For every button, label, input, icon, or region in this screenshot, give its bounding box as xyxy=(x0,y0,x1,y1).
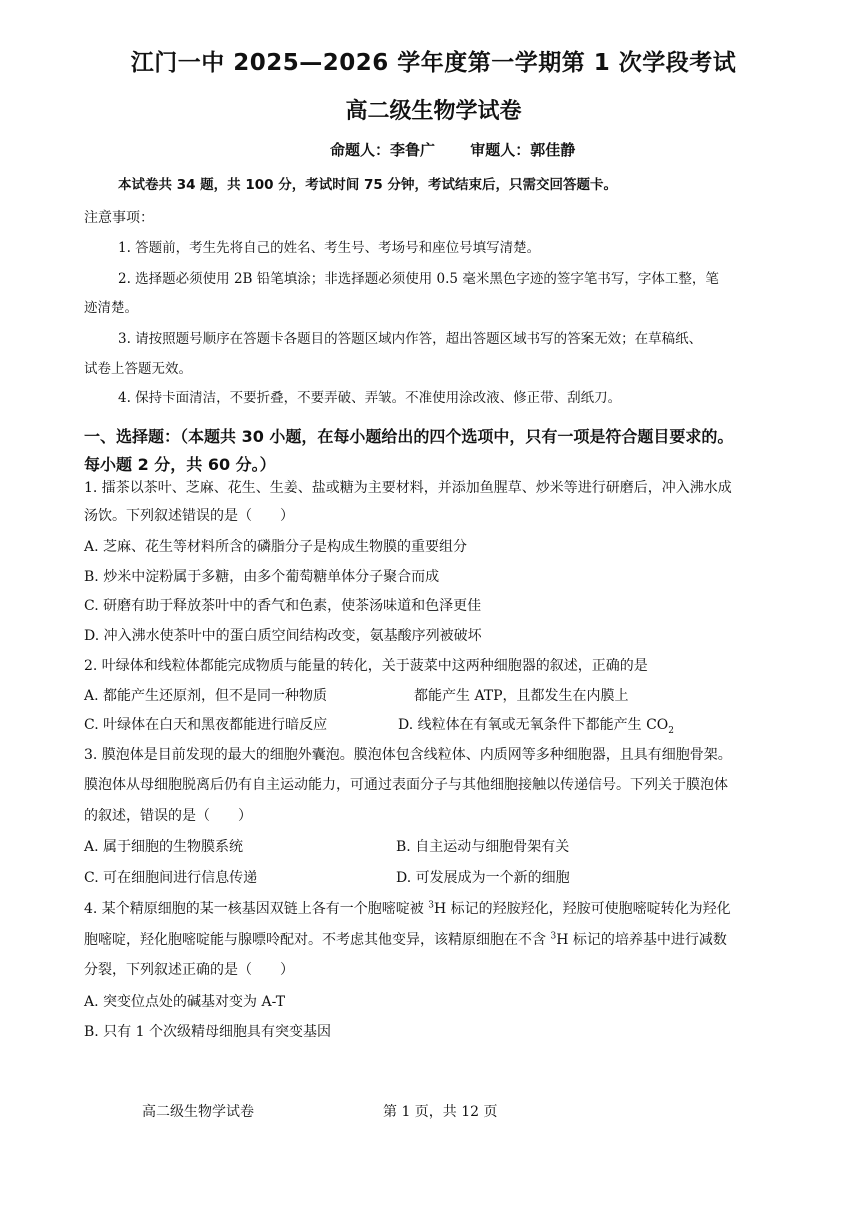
notice-item-2: 2. 选择题必须使用 2B 铅笔填涂；非选择题必须使用 0.5 毫米黑色字迹的签字笔书写，字体工整，笔 xyxy=(118,271,719,287)
q2-option-a: A. 都能产生还原剂，但不是同一种物质 xyxy=(84,688,328,704)
q4-stem-text-1: 4. 某个精原细胞的某一核基因双链上各有一个胞嘧啶被 xyxy=(84,901,429,917)
section-heading-cont: 每小题 2 分，共 60 分。） xyxy=(84,455,276,474)
notice-item-2-cont: 迹清楚。 xyxy=(84,300,138,316)
footer-page-number: 第 1 页，共 12 页 xyxy=(383,1104,498,1120)
q4-stem-text-4: H 标记的培养基中进行减数 xyxy=(556,932,727,948)
footer-paper-name: 高二级生物学试卷 xyxy=(142,1104,254,1120)
q4-option-a: A. 突变位点处的碱基对变为 A-T xyxy=(84,994,286,1010)
q4-stem-text-3: 胞嘧啶，羟化胞嘧啶能与腺嘌呤配对。不考虑其他变异，该精原细胞在不含 xyxy=(84,932,551,948)
q1-stem: 1. 擂茶以茶叶、芝麻、花生、生姜、盐或糖为主要材料，并添加鱼腥草、炒米等进行研磨后，冲入沸水成 xyxy=(84,480,732,496)
authors-line xyxy=(330,139,575,160)
q3-option-c: C. 可在细胞间进行信息传递 xyxy=(84,870,258,886)
notice-item-3-cont: 试卷上答题无效。 xyxy=(84,361,192,377)
q1-stem-cont: 汤饮。下列叙述错误的是（ ） xyxy=(84,508,294,524)
q1-option-a: A. 芝麻、花生等材料所含的磷脂分子是构成生物膜的重要组分 xyxy=(84,539,468,555)
q2-option-d-subscript: 2 xyxy=(668,725,674,736)
q3-option-d: D. 可发展成为一个新的细胞 xyxy=(396,870,570,886)
q3-option-a: A. 属于细胞的生物膜系统 xyxy=(84,839,244,855)
setter: 命题人：李鲁广 xyxy=(330,141,436,159)
q3-option-b: B. 自主运动与细胞骨架有关 xyxy=(396,839,570,855)
q2-option-b: 都能产生 ATP，且都发生在内膜上 xyxy=(414,688,629,704)
q4-stem-sup-1: 3 xyxy=(428,900,434,911)
q3-stem-cont-1: 膜泡体从母细胞脱离后仍有自主运动能力，可通过表面分子与其他细胞接触以传递信号。下列关于膜泡体 xyxy=(84,777,728,793)
q4-stem-text-2: H 标记的羟胺羟化，羟胺可使胞嘧啶转化为羟化 xyxy=(434,901,731,917)
notice-item-4: 4. 保持卡面清洁，不要折叠，不要弄破、弄皱。不准使用涂改液、修正带、刮纸刀。 xyxy=(118,390,622,406)
exam-intro: 本试卷共 34 题，共 100 分，考试时间 75 分钟，考试结束后，只需交回答题卡。 xyxy=(118,177,617,193)
section-heading: 一、选择题：（本题共 30 小题，在每小题给出的四个选项中，只有一项是符合题目要求的。 xyxy=(84,427,734,446)
q2-option-d-text: D. 线粒体在有氧或无氧条件下都能产生 CO xyxy=(398,717,669,733)
notice-heading: 注意事项： xyxy=(84,210,154,226)
q4-stem-sup-2: 3 xyxy=(550,931,557,942)
q1-option-c: C. 研磨有助于释放茶叶中的香气和色素，使茶汤味道和色泽更佳 xyxy=(84,598,482,614)
q1-option-b: B. 炒米中淀粉属于多糖，由多个葡萄糖单体分子聚合而成 xyxy=(84,569,440,585)
notice-item-3: 3. 请按照题号顺序在答题卡各题目的答题区域内作答，超出答题区域书写的答案无效；在草稿纸、 xyxy=(118,331,703,347)
exam-title: 江门一中 2025—2026 学年度第一学期第 1 次学段考试 xyxy=(130,50,737,76)
q4-stem xyxy=(84,898,731,918)
q4-stem-cont-2: 分裂，下列叙述正确的是（ ） xyxy=(84,962,294,978)
q3-stem-cont-2: 的叙述，错误的是（ ） xyxy=(84,808,252,824)
exam-subtitle: 高二级生物学试卷 xyxy=(345,99,522,124)
q4-option-b: B. 只有 1 个次级精母细胞具有突变基因 xyxy=(84,1024,331,1040)
q3-stem: 3. 膜泡体是目前发现的最大的细胞外囊泡。膜泡体包含线粒体、内质网等多种细胞器，且具有细胞骨架。 xyxy=(84,747,732,763)
q2-option-d xyxy=(398,714,674,736)
reviewer: 审题人：郭佳静 xyxy=(470,141,576,159)
q2-option-c: C. 叶绿体在白天和黑夜都能进行暗反应 xyxy=(84,717,328,733)
q1-option-d: D. 冲入沸水使茶叶中的蛋白质空间结构改变，氨基酸序列被破坏 xyxy=(84,628,482,644)
q4-stem-cont-1 xyxy=(84,929,727,949)
q2-stem: 2. 叶绿体和线粒体都能完成物质与能量的转化，关于菠菜中这两种细胞器的叙述，正确的是 xyxy=(84,658,648,674)
notice-item-1: 1. 答题前，考生先将自己的姓名、考生号、考场号和座位号填写清楚。 xyxy=(118,240,541,256)
